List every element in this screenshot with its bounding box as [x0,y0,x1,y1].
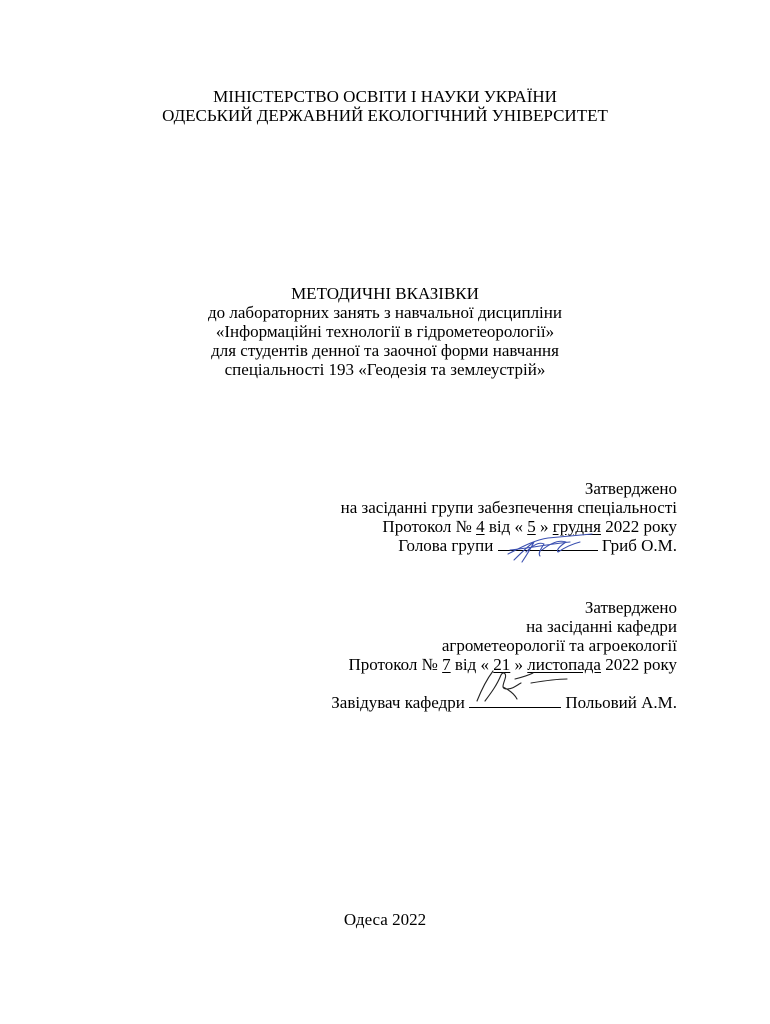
protocol-year: 2022 року [600,517,677,536]
signature-line [331,693,677,712]
approval-block-department [331,598,677,712]
date-open: від « [484,517,528,536]
university-name: ОДЕСЬКИЙ ДЕРЖАВНИЙ ЕКОЛОГІЧНИЙ УНІВЕРСИТЕТ [162,106,608,125]
signature-field [469,693,561,712]
date-open: від « [450,655,494,674]
signature-blank [498,536,598,551]
protocol-line [341,517,677,536]
protocol-number: 4 [476,517,485,536]
protocol-prefix: Протокол № [348,655,443,674]
protocol-month: листопада [527,655,601,674]
approval-heading: Затверджено [584,598,677,617]
protocol-line [331,655,677,674]
title-block [0,284,770,379]
head-name: Польовий А.М. [561,693,677,712]
signature-line [341,536,677,555]
date-close: » [510,655,528,674]
title-line-5: спеціальності 193 «Геодезія та землеустрій» [224,360,546,379]
city-year: Одеса 2022 [343,910,427,929]
date-close: » [535,517,553,536]
title-line-4: для студентів денної та заочної форми навчання [211,341,559,360]
head-label: Завідувач кафедри [331,693,470,712]
department-name: агрометеорології та агроекології [441,636,677,655]
approval-body: на засіданні кафедри [526,617,677,636]
document-title: МЕТОДИЧНІ ВКАЗІВКИ [291,284,479,303]
signature-field [498,536,598,555]
title-line-2: до лабораторних занять з навчальної дисципліни [208,303,562,322]
protocol-day: 21 [493,655,511,674]
protocol-year: 2022 року [600,655,677,674]
approval-body: на засіданні групи забезпечення спеціальності [340,498,677,517]
protocol-number: 7 [442,655,451,674]
protocol-day: 5 [527,517,536,536]
title-line-3: «Інформаційні технології в гідрометеорології» [215,322,555,341]
head-label: Голова групи [398,536,498,555]
ministry-name: МІНІСТЕРСТВО ОСВІТИ І НАУКИ УКРАЇНИ [213,87,557,106]
protocol-month: грудня [552,517,601,536]
approval-heading: Затверджено [584,479,677,498]
signature-blank [469,693,561,708]
protocol-prefix: Протокол № [382,517,477,536]
footer [0,910,770,929]
approval-block-group [341,479,677,555]
head-name: Гриб О.М. [597,536,677,555]
ministry-header [0,87,770,125]
